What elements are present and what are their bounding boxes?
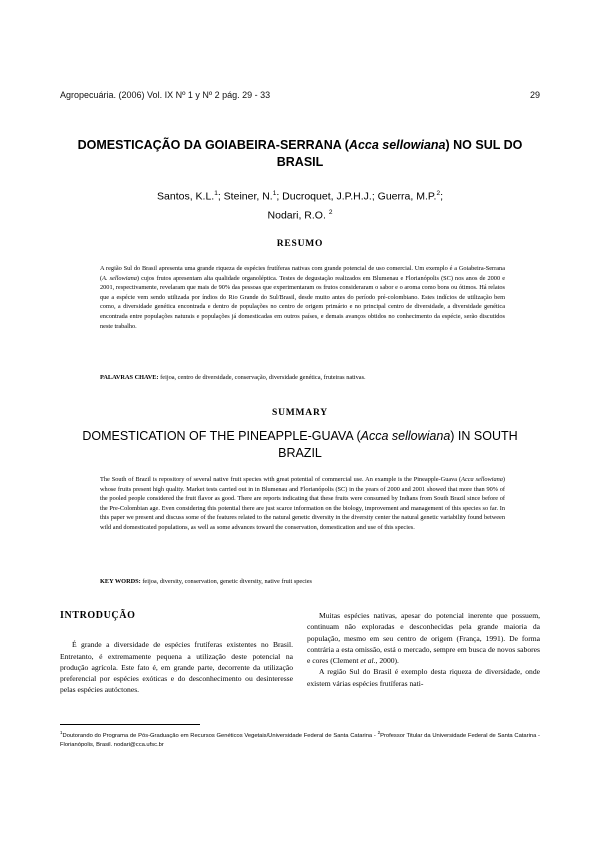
title-en-part: ) IN SOUTH BRAZIL — [278, 429, 518, 460]
affiliation-mark: 1 — [214, 190, 218, 197]
body-column-left — [60, 610, 293, 696]
footnote-mark: 2 — [377, 730, 381, 735]
author-name: ; Steiner, N. — [217, 190, 273, 203]
body-paragraph — [307, 610, 540, 666]
resumo-species: A. sellowiana — [102, 274, 137, 282]
author-list — [60, 186, 540, 223]
title-en-species: Acca sellowiana — [360, 429, 451, 443]
body-paragraph: A região Sul do Brasil é exemplo desta riqueza de diversidade, onde existem várias espécies frutíferas nati- — [307, 667, 540, 688]
author-name: Santos, K.L. — [157, 190, 215, 203]
body-text-italic: et al. — [360, 656, 376, 666]
title-pt-part: ) NO SUL DO BRASIL — [276, 138, 523, 169]
keywords-list: feijoa, centro de diversidade, conservação, diversidade genética, fruteiras nativas. — [158, 374, 366, 381]
affiliation-mark: 2 — [436, 190, 441, 197]
article-title-english — [60, 428, 540, 462]
summary-species: Acca sellowiana — [461, 476, 503, 483]
footnote-text: Professor Titular da Universidade Federal de Santa Catarina - Florianópolis, Brasil. nodari@cca.ufsc.br — [60, 732, 540, 748]
summary-text-part: ) whose fruits present high quality. Market tests carried out in in Blumenau and Florianópolis (SC) in the years of 2000 and 2001 showed that more than 90% of the pooled people considered the fruit flavor as good. There are reports indicating that these fruits were consumed by Indians from South Brazil since before of the Pre-Colombian age. Even considering this potential there are just scarce information on the biology, improvement and management of this species so far. In this paper we present and discuss some of the features related to the natural genetic diversity in the diversity center the natural genetic variability found between wild and domesticated populations, as well as some advances toward the conservation, domestication and use of this species. — [100, 476, 505, 531]
footnote-divider — [60, 724, 200, 725]
keywords-label: KEY WORDS: — [100, 578, 141, 585]
title-pt-species: Acca sellowiana — [348, 138, 446, 152]
title-en-part: DOMESTICATION OF THE PINEAPPLE-GUAVA ( — [82, 429, 361, 443]
running-header — [60, 90, 540, 104]
summary-text-part: The South of Brazil is repository of several native fruit species with great potential of commercial use. An example is the Pineapple-Guava ( — [100, 476, 462, 483]
keywords-label: PALAVRAS CHAVE: — [100, 374, 159, 381]
body-paragraph: É grande a diversidade de espécies frutíferas existentes no Brasil. Entretanto, é extremamente pequena a utilização deste potencial na produção agrícola. Este fato é, em grande parte, decorrente da utilização preferencial por espécies exóticas e do desconhecimento ou desinteresse pelas espécies autóctones. — [60, 640, 293, 695]
footnote-text: Doutorando do Programa de Pós-Graduação em Recursos Genéticos Vegetais/Universidade Federal de Santa Catarina - — [62, 732, 378, 739]
summary-text — [100, 475, 505, 533]
page-number: 29 — [529, 90, 540, 100]
author-name: ; Ducroquet, J.P.H.J.; Guerra, M.P. — [276, 190, 437, 203]
body-text-part: , 2000). — [375, 656, 399, 666]
summary-keywords — [100, 577, 505, 587]
author-separator: ; — [440, 190, 443, 203]
summary-heading: SUMMARY — [272, 408, 328, 418]
resumo-text — [100, 264, 505, 331]
affiliation-mark: 2 — [328, 208, 333, 216]
resumo-text-part: A região Sul do Brasil apresenta uma grande riqueza de espécies frutíferas nativas com grande potencial de uso comercial. Um exemplo é a Goiabeira-Serrana ( — [100, 265, 505, 282]
footnote-mark: 1 — [60, 730, 63, 735]
footnote — [60, 728, 540, 750]
resumo-heading: RESUMO — [276, 239, 324, 249]
title-pt-part: DOMESTICAÇÃO DA GOIABEIRA-SERRANA ( — [77, 138, 349, 152]
affiliation-mark: 1 — [272, 190, 277, 197]
body-text-part: Muitas espécies nativas, apesar do potencial inerente que possuem, continuam não exploradas e desconhecidas pela grande maioria da população, mesmo em seu centro de origem (França, 1991). De forma contrária a esta omissão, está o mercado, sempre em busca de novos sabores e cores (Clement — [307, 611, 540, 666]
body-column-right — [307, 610, 540, 689]
resumo-keywords — [100, 373, 505, 383]
resumo-text-part: ) cujos frutos apresentam alta qualidade organoléptica. Testes de degustação realizados em Blumenau e Florianópolis (SC) nos anos de 2000 e 2001, respectivamente, revelaram que mais de 90% das pessoas que experimentaram os frutos consideraram o sabor e o aroma como bons ou ótimos. Há relatos que a espécie vem sendo utilizada por índios do Rio Grande do Sul/Brasil, desde muito antes do período pré-colombiano. Estes indícios de utilização bem como, a diversidade genética encontrada e dentro de populações no centro de origem primário e no principal centro de diversidade, a diversidade genética encontrada entre populações naturais e populações já domesticadas em outros países, e demais avanços obtidos no conhecimento da espécie, serão discutidos neste trabalho. — [100, 274, 505, 330]
author-name: Nodari, R.O. — [267, 209, 326, 221]
keywords-list: feijoa, diversity, conservation, genetic diversity, native fruit species — [140, 578, 313, 585]
journal-citation: Agropecuária. (2006) Vol. IX Nº 1 y Nº 2 pág. 29 - 33 — [60, 90, 271, 100]
article-title-portuguese — [60, 137, 540, 171]
introducao-heading: INTRODUÇÃO — [60, 610, 136, 621]
